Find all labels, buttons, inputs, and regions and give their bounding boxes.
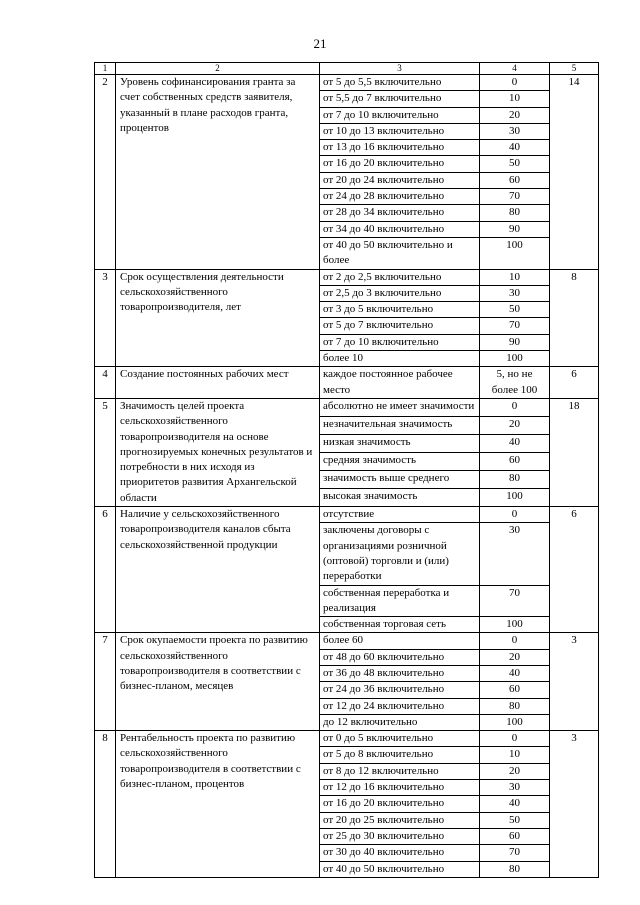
option-points: 80: [480, 698, 550, 714]
option-points: 100: [480, 488, 550, 506]
option-label: от 30 до 40 включительно: [320, 845, 480, 861]
option-points: 0: [480, 75, 550, 91]
page-number: 21: [313, 36, 327, 51]
option-label: отсутствие: [320, 507, 480, 523]
option-points: 60: [480, 828, 550, 844]
option-label: от 16 до 20 включительно: [320, 796, 480, 812]
option-label: от 36 до 48 включительно: [320, 665, 480, 681]
criterion-weight: 18: [550, 398, 599, 506]
option-points: 40: [480, 796, 550, 812]
option-label: от 28 до 34 включительно: [320, 205, 480, 221]
option-label: от 0 до 5 включительно: [320, 731, 480, 747]
criterion-weight: 3: [550, 633, 599, 731]
criterion-name: Срок окупаемости проекта по развитию сельскохозяйственного товаропроизводителя в соответствии с бизнес-планом, месяцев: [116, 633, 320, 731]
table-row: [95, 75, 599, 91]
option-points: 60: [480, 172, 550, 188]
option-label: собственная переработка и реализация: [320, 585, 480, 617]
criterion-name: Рентабельность проекта по развитию сельскохозяйственного товаропроизводителя в соответствии с бизнес-планом, процентов: [116, 731, 320, 878]
criterion-weight: 6: [550, 367, 599, 399]
option-points: 0: [480, 398, 550, 416]
option-label: от 2,5 до 3 включительно: [320, 285, 480, 301]
option-points: 30: [480, 523, 550, 585]
option-label: от 24 до 36 включительно: [320, 682, 480, 698]
option-points: 40: [480, 434, 550, 452]
option-points: 90: [480, 334, 550, 350]
option-points: 0: [480, 731, 550, 747]
option-label: от 5,5 до 7 включительно: [320, 91, 480, 107]
option-label: незначительная значимость: [320, 416, 480, 434]
criterion-name: Наличие у сельскохозяйственного товаропроизводителя каналов сбыта сельскохозяйственной продукции: [116, 507, 320, 633]
criterion-weight: 14: [550, 75, 599, 270]
option-points: 100: [480, 617, 550, 633]
table-header-row: [95, 63, 599, 75]
option-label: от 24 до 28 включительно: [320, 189, 480, 205]
option-label: от 10 до 13 включительно: [320, 123, 480, 139]
option-label: значимость выше среднего: [320, 470, 480, 488]
option-label: от 2 до 2,5 включительно: [320, 269, 480, 285]
option-label: от 25 до 30 включительно: [320, 828, 480, 844]
option-points: 30: [480, 285, 550, 301]
option-points: 60: [480, 452, 550, 470]
option-points: 10: [480, 269, 550, 285]
option-points: 20: [480, 763, 550, 779]
option-points: 60: [480, 682, 550, 698]
table-row: [95, 507, 599, 523]
criterion-name: Срок осуществления деятельности сельскохозяйственного товаропроизводителя, лет: [116, 269, 320, 367]
table-row: [95, 731, 599, 747]
option-points: 50: [480, 302, 550, 318]
option-label: абсолютно не имеет значимости: [320, 398, 480, 416]
table-row: [95, 398, 599, 416]
header-cell: 1: [95, 63, 116, 75]
option-label: от 5 до 5,5 включительно: [320, 75, 480, 91]
option-points: 100: [480, 237, 550, 269]
option-points: 100: [480, 714, 550, 730]
option-label: от 7 до 10 включительно: [320, 334, 480, 350]
header-cell: 3: [320, 63, 480, 75]
option-label: от 7 до 10 включительно: [320, 107, 480, 123]
option-points: 30: [480, 123, 550, 139]
option-points: 80: [480, 205, 550, 221]
header-cell: 4: [480, 63, 550, 75]
table-row: [95, 269, 599, 285]
option-points: 70: [480, 318, 550, 334]
header-cell: 2: [116, 63, 320, 75]
option-label: собственная торговая сеть: [320, 617, 480, 633]
option-points: 50: [480, 156, 550, 172]
option-points: 100: [480, 351, 550, 367]
option-label: более 10: [320, 351, 480, 367]
option-points: 70: [480, 189, 550, 205]
option-label: высокая значимость: [320, 488, 480, 506]
criterion-number: 3: [95, 269, 116, 367]
option-label: от 20 до 25 включительно: [320, 812, 480, 828]
option-label: от 48 до 60 включительно: [320, 649, 480, 665]
criterion-name: Уровень софинансирования гранта за счет собственных средств заявителя, указанный в плане расходов гранта, процентов: [116, 75, 320, 270]
table-row: [95, 367, 599, 399]
option-points: 20: [480, 416, 550, 434]
option-label: от 12 до 16 включительно: [320, 780, 480, 796]
criterion-number: 5: [95, 398, 116, 506]
option-label: средняя значимость: [320, 452, 480, 470]
option-points: 40: [480, 665, 550, 681]
option-label: более 60: [320, 633, 480, 649]
option-points: 70: [480, 585, 550, 617]
option-label: низкая значимость: [320, 434, 480, 452]
option-label: до 12 включительно: [320, 714, 480, 730]
option-points: 0: [480, 633, 550, 649]
option-label: от 13 до 16 включительно: [320, 140, 480, 156]
option-label: от 5 до 7 включительно: [320, 318, 480, 334]
option-label: от 20 до 24 включительно: [320, 172, 480, 188]
option-points: 20: [480, 107, 550, 123]
option-points: 80: [480, 470, 550, 488]
table-row: [95, 633, 599, 649]
option-points: 40: [480, 140, 550, 156]
option-points: 30: [480, 780, 550, 796]
option-points: 50: [480, 812, 550, 828]
criterion-number: 2: [95, 75, 116, 270]
option-points: 80: [480, 861, 550, 877]
criterion-name: Значимость целей проекта сельскохозяйственного товаропроизводителя на основе прогнозируемых конечных результатов и потребности в них исходя из приоритетов развития Архангельской области: [116, 398, 320, 506]
criterion-weight: 6: [550, 507, 599, 633]
option-label: от 12 до 24 включительно: [320, 698, 480, 714]
criterion-number: 6: [95, 507, 116, 633]
option-label: заключены договоры с организациями розничной (оптовой) торговли и (или) переработки: [320, 523, 480, 585]
option-label: каждое постоянное рабочее место: [320, 367, 480, 399]
option-label: от 40 до 50 включительно и более: [320, 237, 480, 269]
option-label: от 16 до 20 включительно: [320, 156, 480, 172]
criterion-number: 7: [95, 633, 116, 731]
option-points: 10: [480, 91, 550, 107]
option-points: 0: [480, 507, 550, 523]
option-points: 20: [480, 649, 550, 665]
criterion-number: 8: [95, 731, 116, 878]
criteria-table: [94, 62, 599, 878]
criterion-number: 4: [95, 367, 116, 399]
criterion-weight: 3: [550, 731, 599, 878]
option-points: 70: [480, 845, 550, 861]
option-points: 5, но не более 100: [480, 367, 550, 399]
option-label: от 8 до 12 включительно: [320, 763, 480, 779]
criterion-weight: 8: [550, 269, 599, 367]
option-label: от 40 до 50 включительно: [320, 861, 480, 877]
option-points: 10: [480, 747, 550, 763]
criterion-name: Создание постоянных рабочих мест: [116, 367, 320, 399]
option-points: 90: [480, 221, 550, 237]
header-cell: 5: [550, 63, 599, 75]
option-label: от 3 до 5 включительно: [320, 302, 480, 318]
option-label: от 34 до 40 включительно: [320, 221, 480, 237]
option-label: от 5 до 8 включительно: [320, 747, 480, 763]
